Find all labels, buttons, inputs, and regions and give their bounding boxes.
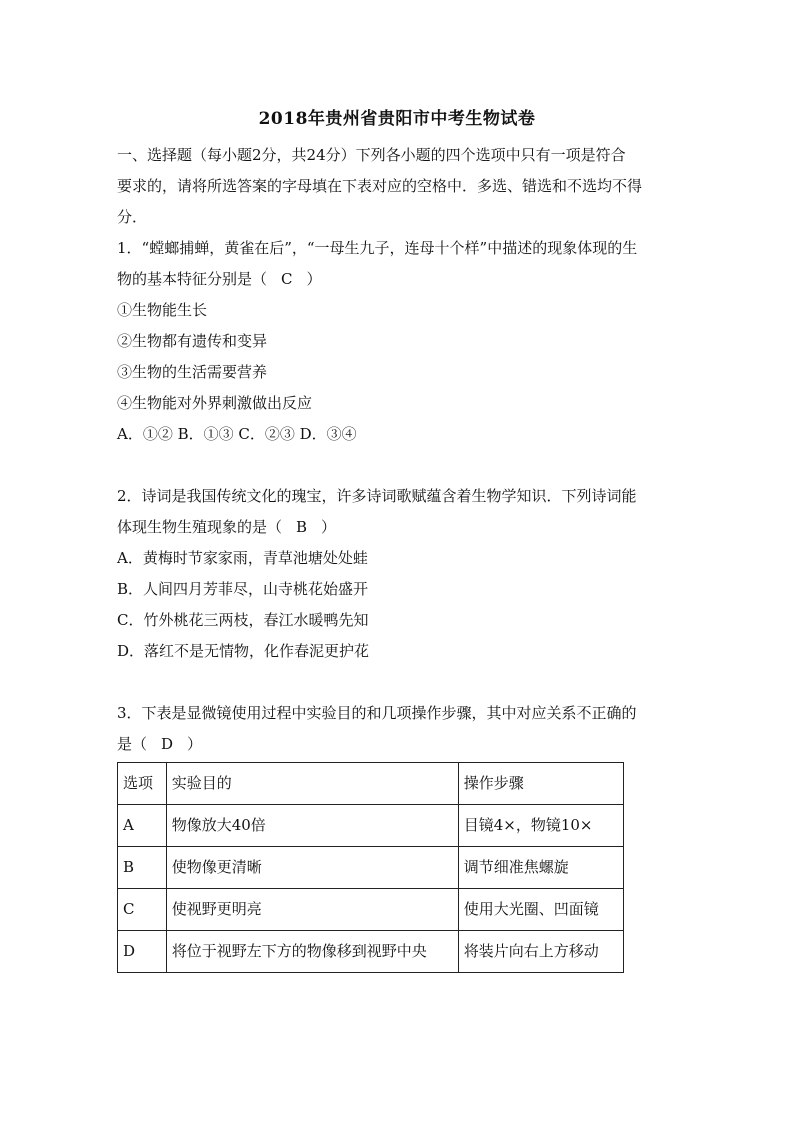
- q1-item: ①生物能生长: [117, 301, 208, 319]
- q1-stem-text: 物的基本特征分别是（: [117, 270, 268, 288]
- q2-stem-close: ）: [321, 518, 337, 536]
- q2-option: D．落红不是无情物，化作春泥更护花: [117, 642, 370, 660]
- q1-options: A．①② B．①③ C．②③ D．③④: [117, 425, 357, 443]
- exam-content: [117, 140, 677, 973]
- table-row: [118, 931, 624, 973]
- section-instruction-line: 一、选择题（每小题2分，共24分）下列各小题的四个选项中只有一项是符合: [117, 146, 626, 164]
- q2-stem-text: 体现生物生殖现象的是（: [117, 518, 283, 536]
- table-cell: D: [118, 931, 167, 973]
- q3-answer: D: [161, 735, 174, 753]
- q2-option: A．黄梅时节家家雨，青草池塘处处蛙: [117, 549, 368, 567]
- q1-item: ③生物的生活需要营养: [117, 363, 268, 381]
- q2-stem-line: 2．诗词是我国传统文化的瑰宝，许多诗词歌赋蕴含着生物学知识．下列诗词能: [117, 487, 637, 505]
- table-cell: 物像放大40倍: [166, 805, 458, 847]
- section-instruction-line: 要求的，请将所选答案的字母填在下表对应的空格中．多选、错选和不选均不得: [117, 177, 643, 195]
- table-cell: 目镜4×，物镜10×: [458, 805, 623, 847]
- q2-option: B．人间四月芳菲尽，山寺桃花始盛开: [117, 580, 369, 598]
- question-spacer: [117, 450, 677, 481]
- table-row: [118, 847, 624, 889]
- table-cell: B: [118, 847, 167, 889]
- table-cell: 将装片向右上方移动: [458, 931, 623, 973]
- table-header-cell: 操作步骤: [458, 763, 623, 805]
- q3-stem-close: ）: [187, 735, 203, 753]
- section-instruction-line: 分．: [117, 208, 148, 226]
- page-title: 2018年贵州省贵阳市中考生物试卷: [258, 109, 536, 129]
- q2-stem-line: [117, 512, 677, 543]
- table-row: [118, 805, 624, 847]
- table-row: [118, 889, 624, 931]
- table-cell: 使用大光圈、凹面镜: [458, 889, 623, 931]
- table-cell: 将位于视野左下方的物像移到视野中央: [166, 931, 458, 973]
- table-cell: 使物像更清晰: [166, 847, 458, 889]
- q1-item: ②生物都有遗传和变异: [117, 332, 268, 350]
- q3-stem-line: 3．下表是显微镜使用过程中实验目的和几项操作步骤，其中对应关系不正确的: [117, 704, 637, 722]
- q1-stem-line: [117, 264, 677, 295]
- table-cell: 使视野更明亮: [166, 889, 458, 931]
- q1-item: ④生物能对外界刺激做出反应: [117, 394, 313, 412]
- q1-stem-line: 1．“螳螂捕蝉，黄雀在后”，“一母生九子，连母十个样”中描述的现象体现的生: [117, 239, 638, 257]
- q2-option: C．竹外桃花三两枝，春江水暖鸭先知: [117, 611, 369, 629]
- q2-answer: B: [296, 518, 308, 536]
- table-header-cell: 选项: [118, 763, 167, 805]
- question-spacer: [117, 667, 677, 698]
- q3-table: [117, 762, 624, 973]
- q3-stem-text: 是（: [117, 735, 148, 753]
- table-header-row: [118, 763, 624, 805]
- q1-stem-close: ）: [306, 270, 322, 288]
- q1-answer: C: [281, 270, 293, 288]
- table-cell: 调节细准焦螺旋: [458, 847, 623, 889]
- table-cell: C: [118, 889, 167, 931]
- table-header-cell: 实验目的: [166, 763, 458, 805]
- q3-stem-line: [117, 729, 677, 760]
- table-cell: A: [118, 805, 167, 847]
